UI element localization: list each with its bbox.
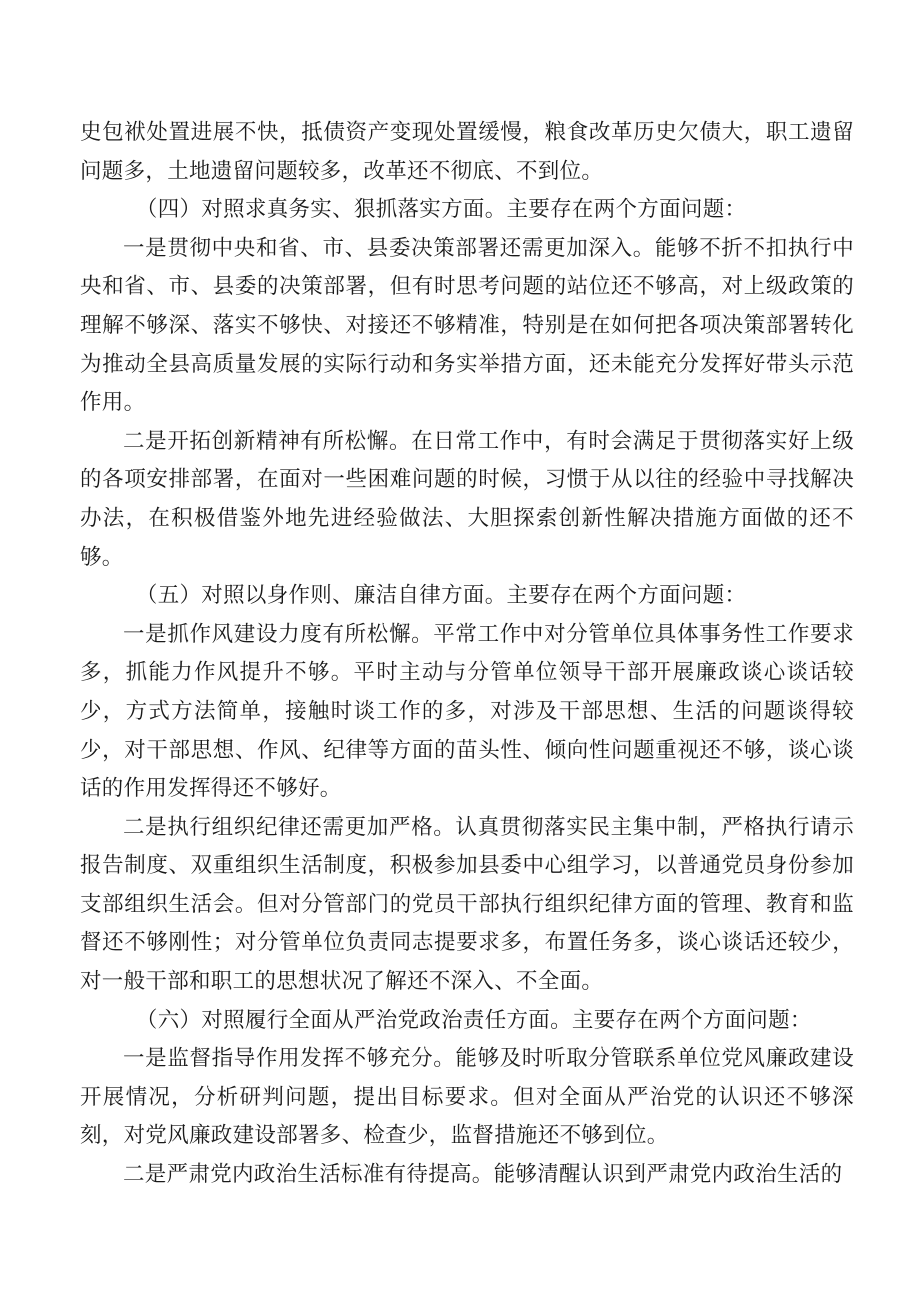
document-body — [80, 114, 854, 1195]
paragraph: 二是开拓创新精神有所松懈。在日常工作中，有时会满足于贯彻落实好上级的各项安排部署，在面对一些困难问题的时候，习惯于从以往的经验中寻找解决办法，在积极借鉴外地先进经验做法、大胆探索创新性解决措施方面做的还不够。 — [80, 428, 854, 570]
paragraph: 二是严肃党内政治生活标准有待提高。能够清醒认识到严肃党内政治生活的 — [123, 1162, 843, 1188]
paragraph: 二是执行组织纪律还需更加严格。认真贯彻落实民主集中制，严格执行请示报告制度、双重组织生活制度，积极参加县委中心组学习，以普通党员身份参加支部组织生活会。但对分管部门的党员干部执行组织纪律方面的管理、教育和监督还不够刚性；对分管单位负责同志提要求多，布置任务多，谈心谈话还较少，对一般干部和职工的思想状况了解还不深入、不全面。 — [80, 814, 854, 995]
paragraph: 一是贯彻中央和省、市、县委决策部署还需更加深入。能够不折不扣执行中央和省、市、县委的决策部署，但有时思考问题的站位还不够高，对上级政策的理解不够深、落实不够快、对接还不够精准，特别是在如何把各项决策部署转化为推动全县高质量发展的实际行动和务实举措方面，还未能充分发挥好带头示范作用。 — [80, 235, 854, 416]
section-heading-6: （六）对照履行全面从严治党政治责任方面。主要存在两个方面问题： — [135, 1007, 812, 1033]
paragraph-continuation: 史包袱处置进展不快，抵债资产变现处置缓慢，粮食改革历史欠债大，职工遗留问题多，土地遗留问题较多，改革还不彻底、不到位。 — [80, 120, 854, 184]
section-heading-5: （五）对照以身作则、廉洁自律方面。主要存在两个方面问题： — [135, 583, 747, 609]
paragraph: 一是监督指导作用发挥不够充分。能够及时听取分管联系单位党风廉政建设开展情况，分析研判问题，提出目标要求。但对全面从严治党的认识还不够深刻，对党风廉政建设部署多、检查少，监督措施还不够到位。 — [80, 1046, 854, 1149]
paragraph: 一是抓作风建设力度有所松懈。平常工作中对分管单位具体事务性工作要求多，抓能力作风提升不够。平时主动与分管单位领导干部开展廉政谈心谈话较少，方式方法简单，接触时谈工作的多，对涉及干部思想、生活的问题谈得较少，对干部思想、作风、纪律等方面的苗头性、倾向性问题重视还不够，谈心谈话的作用发挥得还不够好。 — [80, 621, 854, 802]
section-heading-4: （四）对照求真务实、狠抓落实方面。主要存在两个方面问题： — [135, 197, 747, 223]
